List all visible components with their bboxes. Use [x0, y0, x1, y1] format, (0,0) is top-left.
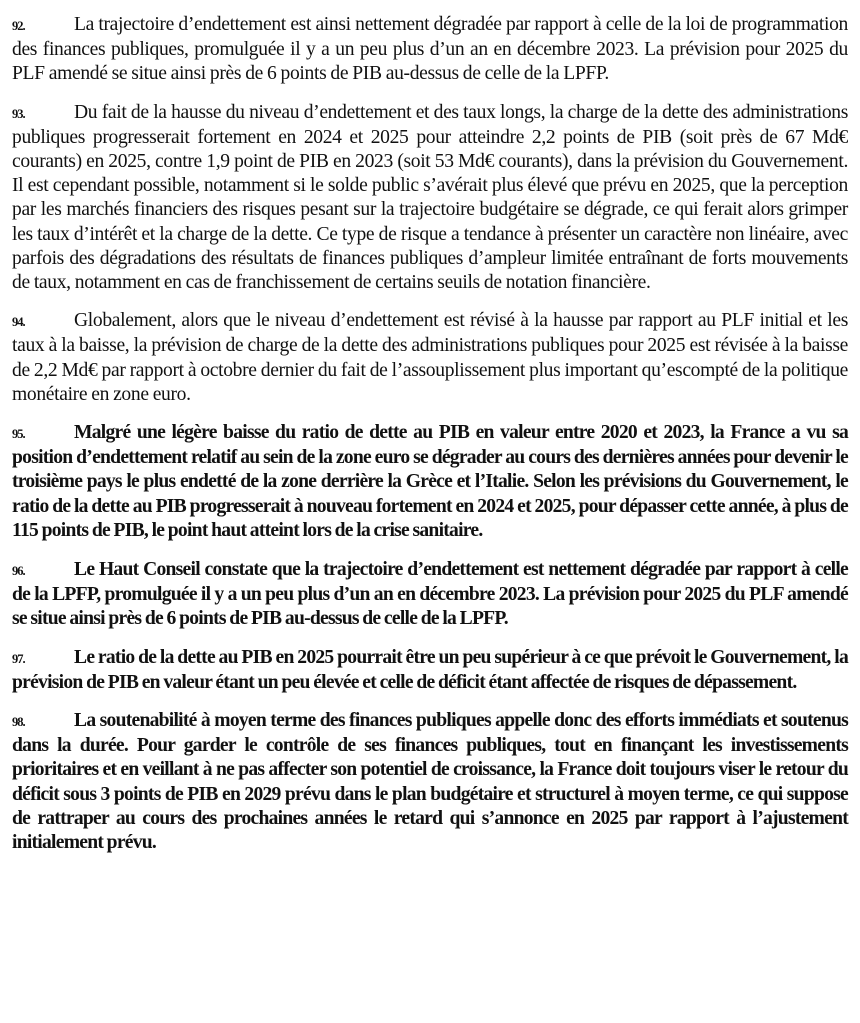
- paragraph-number: 95.: [12, 427, 25, 442]
- paragraph-text: Le ratio de la dette au PIB en 2025 pourrait être un peu supérieur à ce que prévoit le Gouvernement, la prévision de PIB en valeur étant un peu élevée et celle de déficit étant affectée de risques de dépassement.: [12, 646, 848, 693]
- paragraph-number: 94.: [12, 315, 25, 330]
- paragraph-94: [12, 309, 848, 407]
- paragraph-number: 92.: [12, 19, 25, 33]
- paragraph-text: Du fait de la hausse du niveau d’endettement et des taux longs, la charge de la dette des administrations publiques progresserait fortement en 2024 et 2025 pour atteindre 2,2 points de PIB (soit près de 67 Md€ courants) en 2025, contre 1,9 point de PIB en 2023 (soit 53 Md€ courants), dans la prévision du Gouvernement. Il est cependant possible, notamment si le solde public s’avérait plus élevé que prévu en 2025, que la perception par les marchés financiers des risques pesant sur la trajectoire budgétaire se dégrade, ce qui ferait alors grimper les taux d’intérêt et la charge de la dette. Ce type de risque a tendance à présenter un caractère non linéaire, avec parfois des dégradations des résultats de finances publiques d’ampleur limitée entraînant de forts mouvements de taux, notamment en cas de franchissement de certains seuils de notation financière.: [12, 101, 848, 294]
- paragraph-95: [12, 421, 848, 543]
- paragraph-92: [12, 13, 848, 87]
- paragraph-97: [12, 646, 848, 695]
- paragraph-text: Globalement, alors que le niveau d’endettement est révisé à la hausse par rapport au PLF initial et les taux à la baisse, la prévision de charge de la dette des administrations publiques pour 2025 est révisée à la baisse de 2,2 Md€ par rapport à octobre dernier du fait de l’assouplissement plus important qu’escompté de la politique monétaire en zone euro.: [12, 310, 848, 405]
- paragraph-93: [12, 101, 848, 296]
- paragraph-98: [12, 709, 848, 855]
- paragraph-text: Le Haut Conseil constate que la trajectoire d’endettement est nettement dégradée par rapport à celle de la LPFP, promulguée il y a un peu plus d’un an en décembre 2023. La prévision pour 2025 du PLF amendé se situe ainsi près de 6 points de PIB au-dessus de celle de la LPFP.: [12, 559, 848, 630]
- paragraph-96: [12, 558, 848, 632]
- paragraph-text: Malgré une légère baisse du ratio de dette au PIB en valeur entre 2020 et 2023, la France a vu sa position d’endettement relatif au sein de la zone euro se dégrader au cours des dernières années pour devenir le troisième pays le plus endetté de la zone derrière la Grèce et l’Italie. Selon les prévisions du Gouvernement, le ratio de la dette au PIB progresserait à nouveau fortement en 2024 et 2025, pour dépasser cette année, à plus de 115 points de PIB, le point haut atteint lors de la crise sanitaire.: [12, 422, 848, 541]
- paragraph-number: 97.: [12, 651, 25, 666]
- paragraph-text: La soutenabilité à moyen terme des finances publiques appelle donc des efforts immédiats et soutenus dans la durée. Pour garder le contrôle de ses finances publiques, tout en finançant les investissements prioritaires et en veillant à ne pas affecter son potentiel de croissance, la France doit toujours viser le retour du déficit sous 3 points de PIB en 2029 prévu dans le plan budgétaire et structurel à moyen terme, ce qui suppose de rattraper au cours des prochaines années le retard qui s’annonce en 2025 par rapport à l’ajustement initialement prévu.: [12, 710, 848, 854]
- paragraph-text: La trajectoire d’endettement est ainsi nettement dégradée par rapport à celle de la loi de programmation des finances publiques, promulguée il y a un peu plus d’un an en décembre 2023. La prévision pour 2025 du PLF amendé se situe ainsi près de 6 points de PIB au-dessus de celle de la LPFP.: [12, 14, 848, 85]
- paragraph-number: 98.: [12, 715, 25, 730]
- paragraph-number: 96.: [12, 564, 25, 579]
- paragraph-number: 93.: [12, 106, 25, 121]
